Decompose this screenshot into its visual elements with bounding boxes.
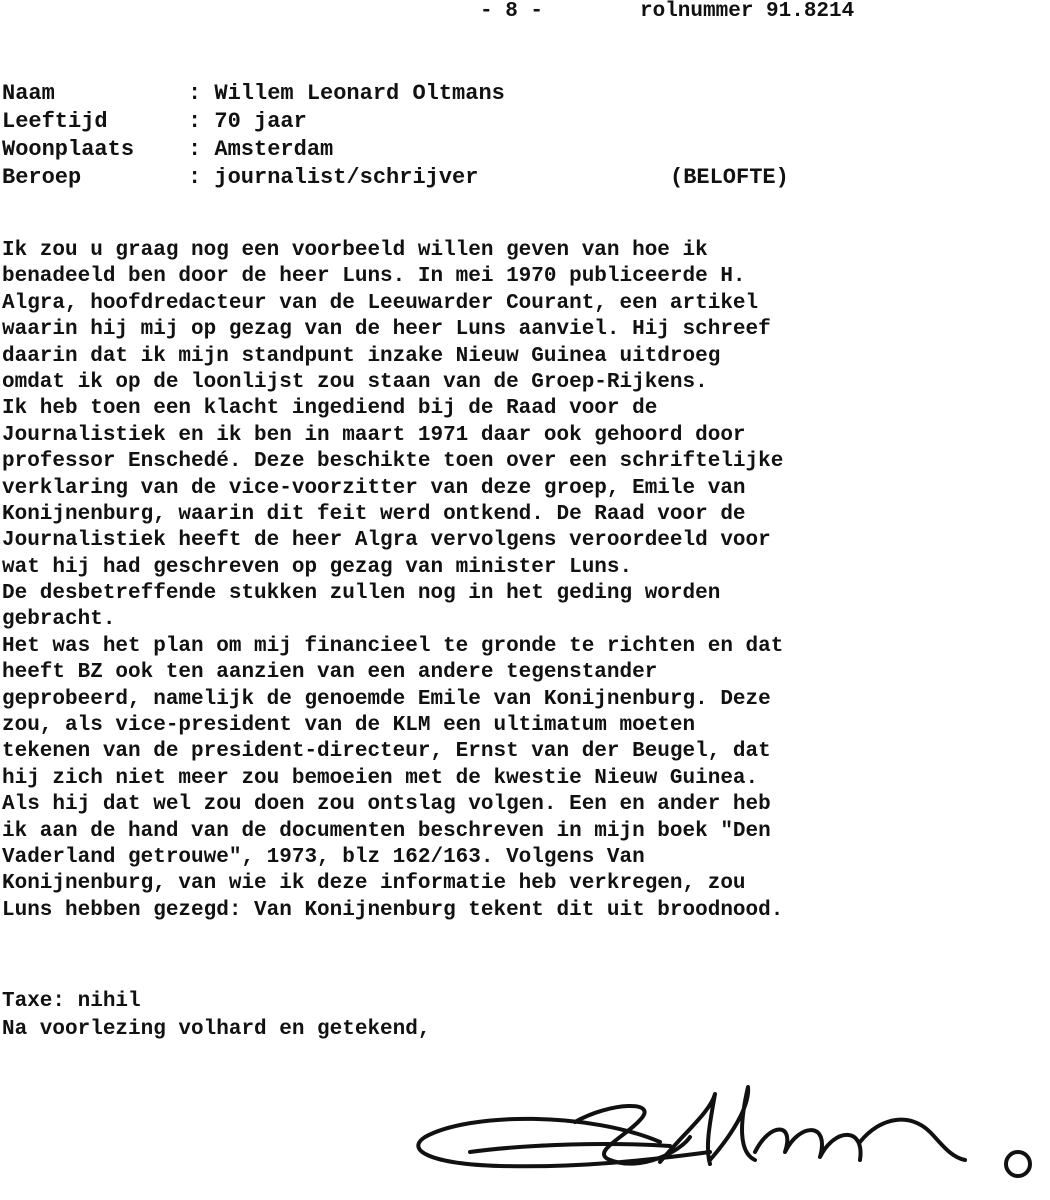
- statement-line: benadeeld ben door de heer Luns. In mei 1970 publiceerde H.: [2, 265, 746, 289]
- field-label-age: Leeftijd: [2, 109, 108, 134]
- statement-line: omdat ik op de loonlijst zou staan van de Groep-Rijkens.: [2, 370, 708, 394]
- statement-line: gebracht.: [2, 608, 116, 632]
- handwritten-signature: [410, 1082, 1040, 1197]
- field-value-age: 70 jaar: [214, 109, 307, 134]
- statement-line: heeft BZ ook ten aanzien van een andere tegenstander: [2, 661, 658, 685]
- statement-line: Journalistiek en ik ben in maart 1971 daar ook gehoord door: [2, 423, 746, 447]
- document-footer: [2, 988, 430, 1044]
- field-label-name: Naam: [2, 81, 55, 106]
- field-label-occupation: Beroep: [2, 165, 82, 190]
- statement-line: tekenen van de president-directeur, Ernst van der Beugel, dat: [2, 740, 771, 764]
- statement-line: Ik heb toen een klacht ingediend bij de Raad voor de: [2, 397, 658, 421]
- field-value-occupation: journalist/schrijver: [214, 165, 479, 190]
- field-occupation: Beroep : journalist/schrijver (BELOFTE): [2, 165, 789, 190]
- closing-line: Na voorlezing volhard en getekend,: [2, 1018, 431, 1041]
- roll-number: rolnummer 91.8214: [640, 0, 855, 23]
- statement-line: Als hij dat wel zou doen zou ontslag volgen. Een en ander heb: [2, 793, 771, 817]
- statement-line: Vaderland getrouwe", 1973, blz 162/163. Volgens Van: [2, 845, 645, 869]
- statement-line: De desbetreffende stukken zullen nog in het geding worden: [2, 582, 721, 606]
- statement-line: Konijnenburg, van wie ik deze informatie heb verkregen, zou: [2, 872, 746, 896]
- page-header: [480, 0, 854, 24]
- statement-line: Konijnenburg, waarin dit feit werd ontkend. De Raad voor de: [2, 502, 746, 526]
- statement-line: Het was het plan om mij financieel te gronde te richten en dat: [2, 634, 784, 658]
- field-age: Leeftijd : 70 jaar: [2, 109, 307, 134]
- statement-line: hij zich niet meer zou bemoeien met de kwestie Nieuw Guinea.: [2, 766, 759, 790]
- field-residence: Woonplaats : Amsterdam: [2, 137, 334, 162]
- field-name: Naam : Willem Leonard Oltmans: [2, 81, 505, 106]
- statement-line: Journalistiek heeft de heer Algra vervolgens veroordeeld voor: [2, 529, 771, 553]
- statement-line: professor Enschedé. Deze beschikte toen over een schriftelijke: [2, 450, 784, 474]
- statement-line: geprobeerd, namelijk de genoemde Emile van Konijnenburg. Deze: [2, 687, 771, 711]
- oath-type: (BELOFTE): [670, 165, 789, 190]
- statement-body: [2, 238, 1048, 924]
- field-label-residence: Woonplaats: [2, 137, 135, 162]
- field-value-name: Willem Leonard Oltmans: [214, 81, 505, 106]
- statement-line: daarin dat ik mijn standpunt inzake Nieuw Guinea uitdroeg: [2, 344, 721, 368]
- personal-details: [2, 80, 789, 192]
- field-value-residence: Amsterdam: [214, 137, 334, 162]
- statement-line: zou, als vice-president van de KLM een ultimatum moeten: [2, 714, 696, 738]
- statement-line: ik aan de hand van de documenten beschreven in mijn boek "Den: [2, 819, 771, 843]
- statement-line: Luns hebben gezegd: Van Konijnenburg tekent dit uit broodnood.: [2, 898, 784, 922]
- page-number: - 8 -: [480, 0, 544, 23]
- statement-line: Ik zou u graag nog een voorbeeld willen geven van hoe ik: [2, 239, 708, 262]
- statement-line: Algra, hoofdredacteur van de Leeuwarder Courant, een artikel: [2, 291, 759, 315]
- statement-line: verklaring van de vice-voorzitter van deze groep, Emile van: [2, 476, 746, 500]
- taxe-line: Taxe: nihil: [2, 990, 141, 1013]
- statement-line: wat hij had geschreven op gezag van minister Luns.: [2, 555, 633, 579]
- statement-line: waarin hij mij op gezag van de heer Luns aanviel. Hij schreef: [2, 318, 771, 342]
